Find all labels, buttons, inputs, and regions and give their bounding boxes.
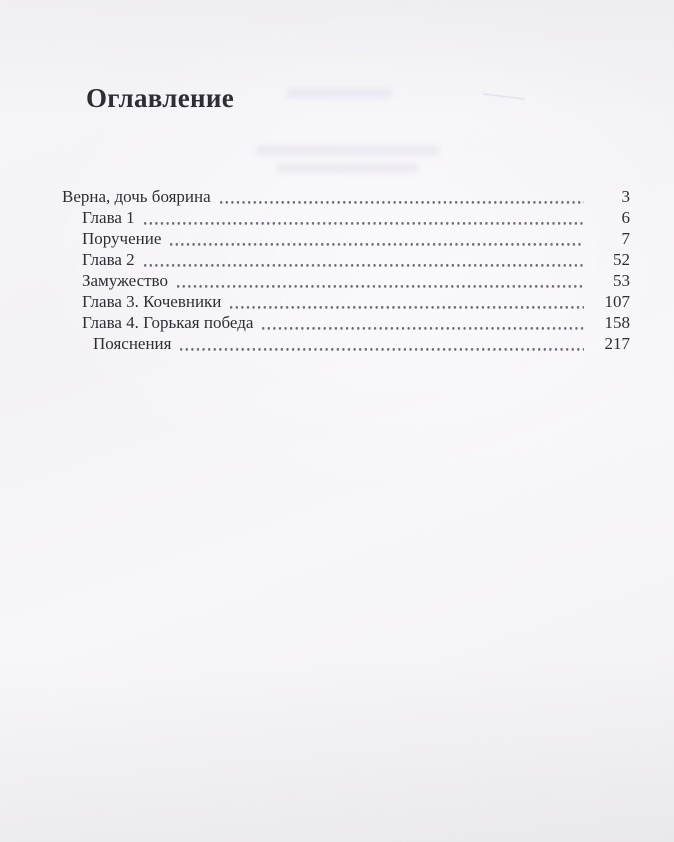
dotted-leader bbox=[220, 201, 584, 204]
dotted-leader bbox=[170, 243, 584, 246]
dotted-leader bbox=[230, 306, 584, 309]
toc-entry-label: Глава 4. Горькая победа bbox=[82, 313, 254, 332]
toc-entry-label: Глава 2 bbox=[82, 250, 135, 269]
toc-entry bbox=[62, 333, 630, 354]
toc-entry bbox=[62, 186, 630, 207]
dotted-leader bbox=[180, 348, 584, 351]
toc-entry bbox=[62, 291, 630, 312]
toc-entry-page-number: 107 bbox=[604, 292, 630, 311]
toc-entry-page-number: 6 bbox=[621, 208, 630, 227]
toc-entry-page-number: 158 bbox=[604, 313, 630, 332]
dotted-leader bbox=[177, 285, 584, 288]
toc-entry bbox=[62, 249, 630, 270]
page-title: Оглавление bbox=[86, 83, 234, 113]
toc-entry-label: Пояснения bbox=[93, 334, 172, 353]
dotted-leader bbox=[144, 264, 584, 267]
toc-entry-page-number: 3 bbox=[621, 187, 630, 206]
toc-entry-label: Поручение bbox=[82, 229, 162, 248]
toc-entry-label: Замужество bbox=[82, 271, 168, 290]
toc-entry-label: Верна, дочь боярина bbox=[62, 187, 211, 206]
toc-entry-label: Глава 1 bbox=[82, 208, 135, 227]
dotted-leader bbox=[262, 327, 584, 330]
bleed-through-mark bbox=[286, 88, 392, 98]
bleed-through-mark bbox=[256, 145, 440, 156]
toc-entry bbox=[62, 228, 630, 249]
toc-entry bbox=[62, 207, 630, 228]
toc-entry bbox=[62, 312, 630, 333]
table-of-contents bbox=[62, 186, 630, 354]
scratch-artifact bbox=[483, 93, 525, 99]
dotted-leader bbox=[144, 222, 584, 225]
toc-entry-label: Глава 3. Кочевники bbox=[82, 292, 222, 311]
bleed-through-mark bbox=[277, 163, 419, 173]
toc-entry bbox=[62, 270, 630, 291]
toc-entry-page-number: 7 bbox=[621, 229, 630, 248]
toc-entry-page-number: 52 bbox=[613, 250, 630, 269]
toc-entry-page-number: 217 bbox=[604, 334, 630, 353]
toc-entry-page-number: 53 bbox=[613, 271, 630, 290]
